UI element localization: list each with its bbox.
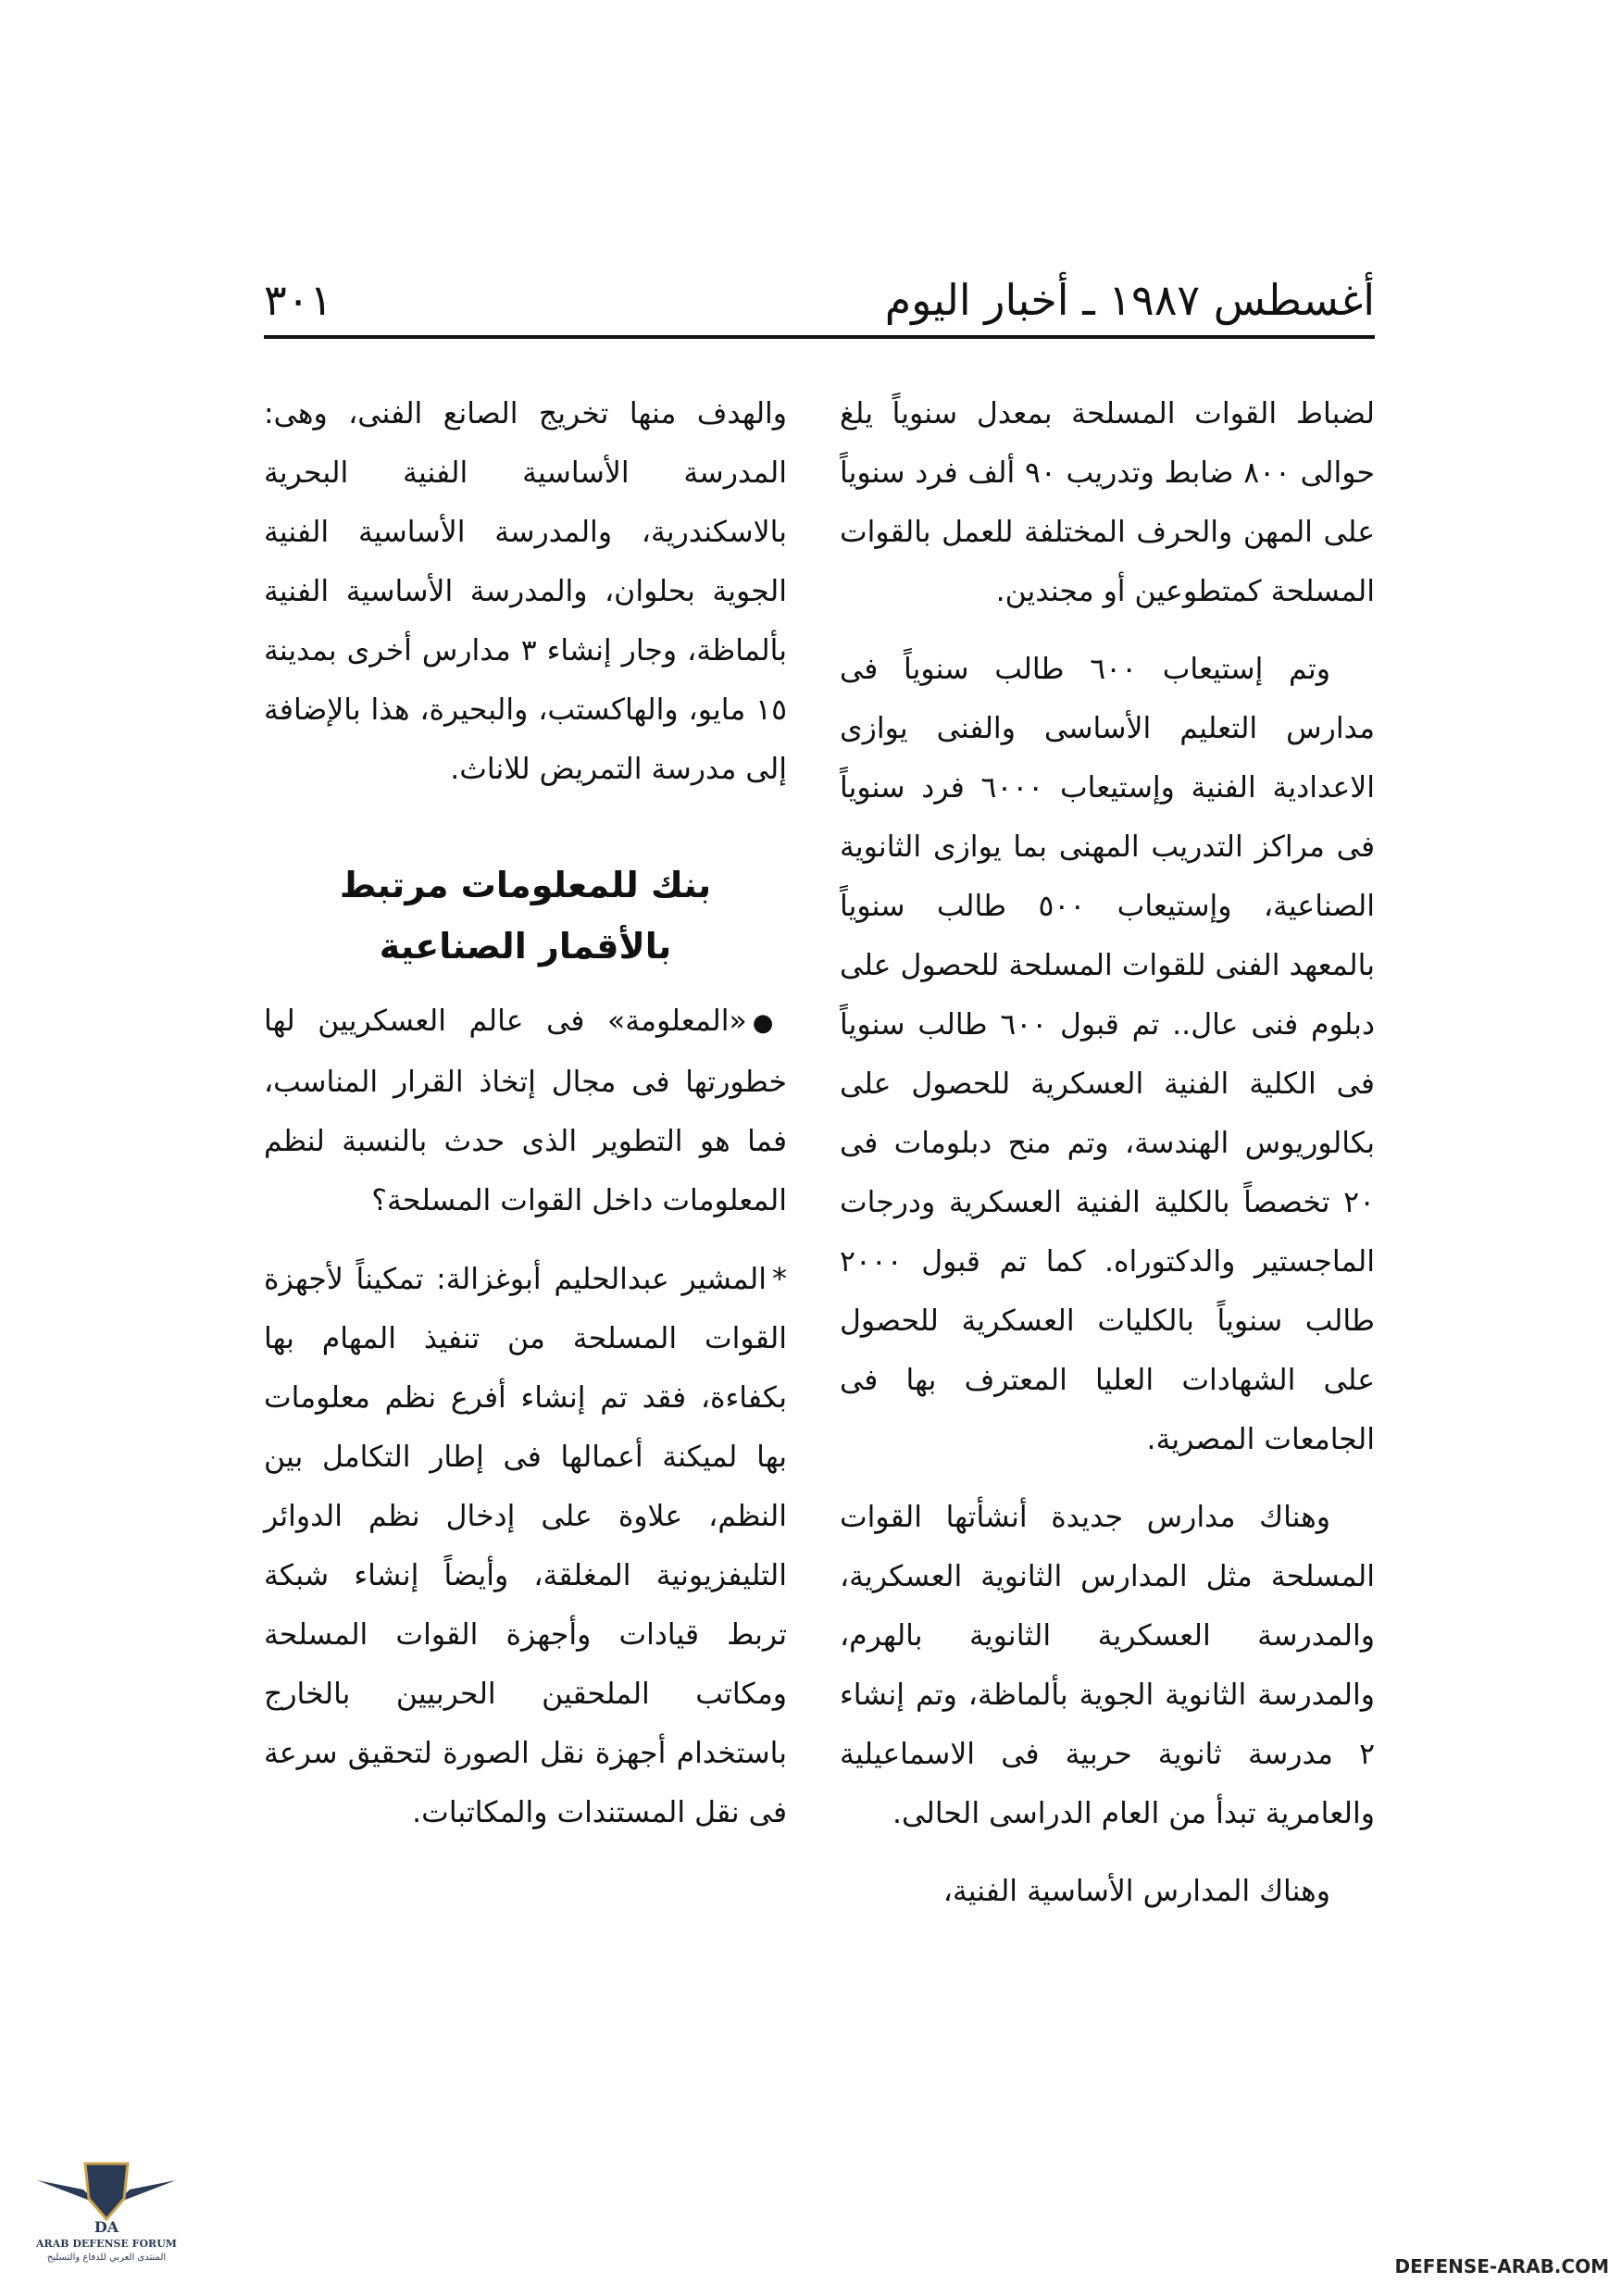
paragraph: وتم إستيعاب ٦٠٠ طالب سنوياً فى مدارس التعليم الأساسى والفنى يوازى الاعدادية الفنية وإستيعاب ٦٠٠٠ فرد سنوياً فى مراكز التدريب المهنى بما يوازى الثانوية الصناعية، وإستيعاب ٥٠٠ طالب سنوياً بالمعهد الفنى للقوات المسلحة للحصول على دبلوم فنى عال.. تم قبول ٦٠٠ طالب سنوياً فى الكلية الفنية العسكرية للحصول على بكالوريوس الهندسة، وتم منح دبلومات فى ٢٠ تخصصاً بالكلية الفنية العسكرية ودرجات الماجستير والدكتوراه. كما تم قبول ٢٠٠٠ طالب سنوياً بالكليات العسكرية للحصول على الشهادات العليا المعترف بها فى الجامعات المصرية. [840,653,1375,1456]
logo-caption-arabic: المنتدى العربي للدفاع والتسليح [46,2252,167,2263]
arab-defense-forum-logo [28,2152,185,2277]
filled-circle-icon: ● [752,1009,787,1037]
paragraph: وهناك مدارس جديدة أنشأتها القوات المسلحة مثل المدارس الثانوية العسكرية، والمدرسة العسكرية الثانوية بالهرم، والمدرسة الثانوية الجوية بألماظة، وتم إنشاء ٢ مدرسة ثانوية حربية فى الاسماعيلية والعامرية تبدأ من العام الدراسى الحالى. [840,1501,1375,1830]
page-header [264,270,1375,344]
right-column [840,384,1375,1940]
left-column [264,384,787,1861]
section-heading-line: بنك للمعلومات مرتبط [339,865,712,905]
answer-paragraph [264,1249,787,1842]
paragraph: وهناك المدارس الأساسية الفنية، [942,1875,1330,1908]
site-watermark: DEFENSE-ARAB.COM [1394,2255,1609,2277]
question-paragraph [264,992,787,1230]
question-text: «المعلومة» فى عالم العسكريين لها خطورتها فى مجال إتخاذ القرار المناسب، فما هو التطوير الذى حدث بالنسبة لنظم المعلومات داخل القوات المسلحة؟ [264,1004,787,1217]
section-heading [264,855,787,977]
paragraph: لضباط القوات المسلحة بمعدل سنوياً يلغ حوالى ٨٠٠ ضابط وتدريب ٩٠ ألف فرد سنوياً على المهن والحرف المختلفة للعمل بالقوات المسلحة كمتطوعين أو مجندين. [840,397,1375,608]
running-title: أغسطس ١٩٨٧ ـ أخبار اليوم [884,275,1375,325]
logo-caption: ARAB DEFENSE FORUM [36,2238,177,2250]
page-number: ٣٠١ [264,275,333,325]
paragraph: والهدف منها تخريج الصانع الفنى، وهى: المدرسة الأساسية الفنية البحرية بالاسكندرية، والمدرسة الأساسية الفنية الجوية بحلوان، والمدرسة الأساسية الفنية بألماظة، وجار إنشاء ٣ مدارس أخرى بمدينة ١٥ مايو، والهاكستب، والبحيرة، هذا بالإضافة إلى مدرسة التمريض للاناث. [264,397,787,786]
eagle-shield-logo-icon [28,2152,185,2240]
answer-text: المشير عبدالحليم أبوغزالة: تمكيناً لأجهزة القوات المسلحة من تنفيذ المهام بها بكفاءة، فقد تم إنشاء أفرع نظم معلومات بها لميكنة أعمالها فى إطار التكامل بين النظم، علاوة على إدخال نظم الدوائر التليفزيونية المغلقة، وأيضاً إنشاء شبكة تربط قيادات وأجهزة القوات المسلحة ومكاتب الملحقين الحربيين بالخارج باستخدام أجهزة نقل الصورة لتحقيق سرعة فى نقل المستندات والمكاتبات. [264,1263,787,1829]
star-icon: * [772,1261,787,1296]
section-heading-line: بالأقمار الصناعية [379,926,672,967]
header-rule [264,335,1375,339]
logo-badge-text: DA [94,2218,119,2236]
